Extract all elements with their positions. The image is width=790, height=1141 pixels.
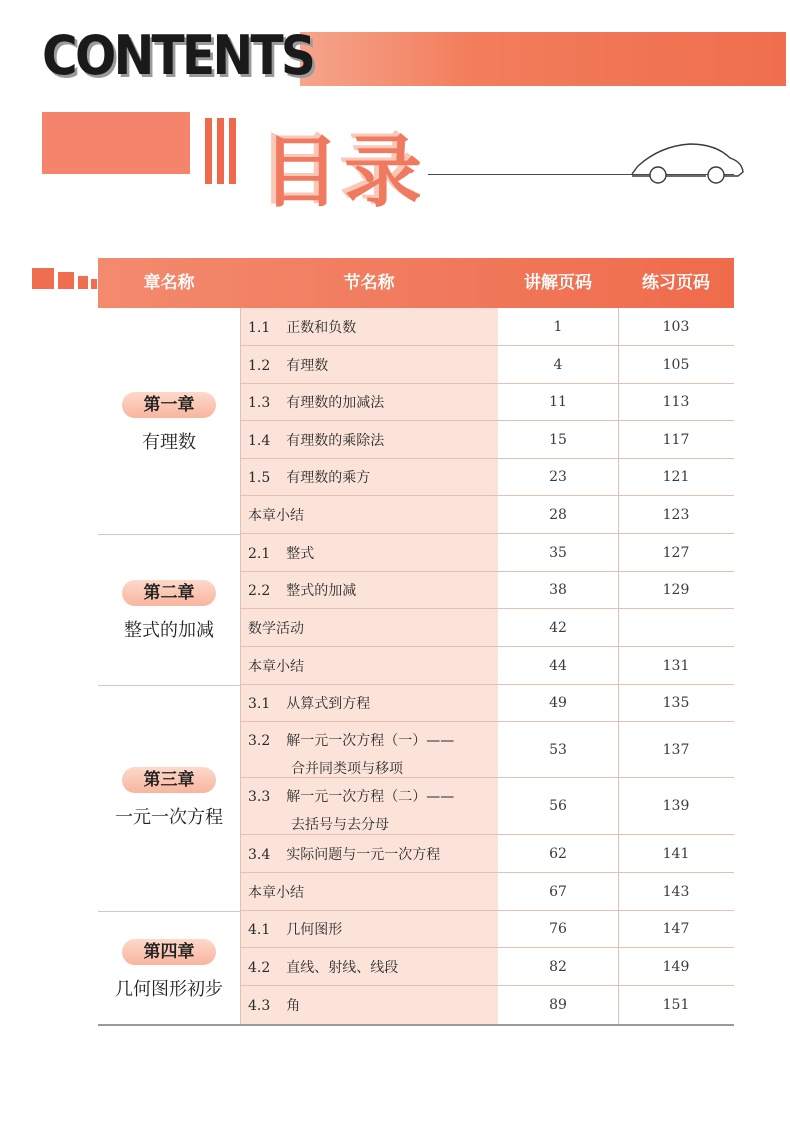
section-title: 实际问题与一元一次方程 <box>286 846 441 863</box>
practice-page: 129 <box>662 582 690 598</box>
section-cell <box>240 572 498 608</box>
chapter-name: 整式的加减 <box>124 620 214 641</box>
table-bottom-rule <box>98 1024 734 1026</box>
section-title: 数学活动 <box>248 620 304 637</box>
practice-page: 117 <box>662 431 690 448</box>
chapter-name: 几何图形初步 <box>115 979 223 1000</box>
column-divider <box>240 308 241 1024</box>
lecture-page: 38 <box>549 582 567 598</box>
table-decoration <box>32 268 54 289</box>
practice-page: 149 <box>662 958 690 975</box>
section-number: 2.2 <box>248 583 271 599</box>
title-block-decoration <box>42 112 190 174</box>
car-icon <box>630 138 746 184</box>
practice-page: 135 <box>662 695 690 711</box>
section-cell <box>240 873 498 910</box>
chapter-badge: 第三章 <box>122 767 216 793</box>
section-cell <box>240 685 498 721</box>
section-cell <box>240 384 498 420</box>
practice-page: 143 <box>662 883 690 900</box>
practice-page: 105 <box>662 356 690 373</box>
table-row[interactable] <box>240 496 734 534</box>
section-cell <box>240 609 498 646</box>
table-row[interactable] <box>240 911 734 948</box>
section-number: 4.2 <box>248 959 271 976</box>
lecture-page: 49 <box>549 695 567 711</box>
column-header-lecture-page: 讲解页码 <box>524 273 592 293</box>
page-title: 目录 <box>262 128 427 218</box>
section-number: 4.1 <box>248 922 271 938</box>
section-title: 本章小结 <box>248 884 304 901</box>
lecture-page: 56 <box>549 798 567 814</box>
table-row[interactable] <box>240 778 734 835</box>
table-row[interactable] <box>240 647 734 685</box>
table-row[interactable] <box>240 722 734 778</box>
section-title: 几何图形 <box>286 922 343 938</box>
table-row[interactable] <box>240 384 734 421</box>
table-row[interactable] <box>240 685 734 722</box>
table-header <box>98 258 734 308</box>
lecture-page: 23 <box>549 469 567 485</box>
section-cell <box>240 778 498 834</box>
practice-page: 127 <box>662 544 690 561</box>
section-title: 有理数的乘方 <box>286 470 371 486</box>
section-subtitle: 去括号与去分母 <box>291 817 389 833</box>
column-header-practice-page: 练习页码 <box>642 273 710 293</box>
column-header-section: 节名称 <box>343 273 395 293</box>
table-row[interactable] <box>240 986 734 1024</box>
section-title: 本章小结 <box>248 507 304 524</box>
section-title: 角 <box>286 998 301 1014</box>
lecture-page: 44 <box>549 657 567 674</box>
section-title: 解一元一次方程（二）—— <box>286 789 455 805</box>
table-row[interactable] <box>240 609 734 647</box>
section-cell <box>240 911 498 947</box>
lecture-page: 28 <box>549 506 567 523</box>
lecture-page: 62 <box>549 845 567 862</box>
section-cell <box>240 722 498 777</box>
section-cell <box>240 421 498 458</box>
section-number: 3.3 <box>248 789 271 805</box>
practice-page: 151 <box>662 997 690 1013</box>
table-row[interactable] <box>240 308 734 346</box>
practice-page: 147 <box>662 921 690 937</box>
header-band <box>300 32 786 86</box>
title-bars-decoration <box>205 118 249 184</box>
chapter-cell <box>98 534 240 685</box>
practice-page: 123 <box>662 506 690 523</box>
section-cell <box>240 835 498 872</box>
table-row[interactable] <box>240 835 734 873</box>
table-row[interactable] <box>240 534 734 572</box>
section-title: 本章小结 <box>248 658 304 675</box>
section-cell <box>240 534 498 571</box>
section-cell <box>240 647 498 684</box>
chapter-cell <box>98 308 240 534</box>
section-number: 3.4 <box>248 846 271 863</box>
section-title: 有理数的乘除法 <box>286 432 385 449</box>
table-row[interactable] <box>240 873 734 911</box>
lecture-page: 67 <box>549 883 567 900</box>
section-title: 整式的加减 <box>286 583 357 599</box>
chapter-badge: 第一章 <box>122 392 216 418</box>
table-row[interactable] <box>240 421 734 459</box>
practice-page: 137 <box>662 741 690 758</box>
section-number: 4.3 <box>248 998 271 1014</box>
practice-page: 139 <box>662 798 690 814</box>
table-decoration <box>78 276 88 289</box>
section-number: 2.1 <box>248 545 271 562</box>
section-title: 有理数的加减法 <box>286 395 385 411</box>
section-number: 1.1 <box>248 319 271 336</box>
lecture-page: 53 <box>549 741 567 758</box>
chapter-badge: 第四章 <box>122 939 216 965</box>
column-divider <box>618 308 619 1024</box>
practice-page: 113 <box>662 394 690 410</box>
section-title: 从算式到方程 <box>286 696 371 712</box>
lecture-page: 82 <box>549 958 567 975</box>
practice-page: 103 <box>662 318 690 335</box>
section-cell <box>240 496 498 533</box>
section-number: 1.5 <box>248 470 271 486</box>
section-number: 1.4 <box>248 432 271 449</box>
section-title: 直线、射线、线段 <box>286 959 399 976</box>
section-number: 3.2 <box>248 733 271 749</box>
section-title: 正数和负数 <box>286 319 357 336</box>
section-title: 有理数 <box>286 357 329 374</box>
section-cell <box>240 308 498 345</box>
table-decoration <box>91 279 97 289</box>
column-header-chapter: 章名称 <box>143 273 195 293</box>
section-title: 整式 <box>286 545 315 562</box>
lecture-page: 15 <box>549 431 567 448</box>
lecture-page: 76 <box>549 921 567 937</box>
section-cell <box>240 459 498 495</box>
lecture-page: 42 <box>549 619 567 636</box>
section-number: 1.2 <box>248 357 271 374</box>
section-cell <box>240 346 498 383</box>
practice-page: 131 <box>662 657 690 674</box>
section-title: 解一元一次方程（一）—— <box>286 733 455 749</box>
table-row[interactable] <box>240 948 734 986</box>
section-number: 1.3 <box>248 395 271 411</box>
chapter-name: 一元一次方程 <box>115 807 223 828</box>
section-number: 3.1 <box>248 696 271 712</box>
chapter-name: 有理数 <box>142 432 196 453</box>
practice-page: 121 <box>662 469 690 485</box>
table-decoration <box>58 272 74 289</box>
lecture-page: 35 <box>549 544 567 561</box>
section-cell <box>240 986 498 1024</box>
chapter-cell <box>98 685 240 911</box>
lecture-page: 89 <box>549 997 567 1013</box>
lecture-page: 11 <box>549 394 567 410</box>
table-row[interactable] <box>240 346 734 384</box>
chapter-badge: 第二章 <box>122 580 216 606</box>
table-row[interactable] <box>240 572 734 609</box>
section-cell <box>240 948 498 985</box>
table-row[interactable] <box>240 459 734 496</box>
lecture-page: 1 <box>553 318 563 335</box>
practice-page: 141 <box>662 845 690 862</box>
section-subtitle: 合并同类项与移项 <box>291 761 403 777</box>
chapter-cell <box>98 911 240 1024</box>
lecture-page: 4 <box>553 356 563 373</box>
contents-title: CONTENTS <box>42 24 314 87</box>
